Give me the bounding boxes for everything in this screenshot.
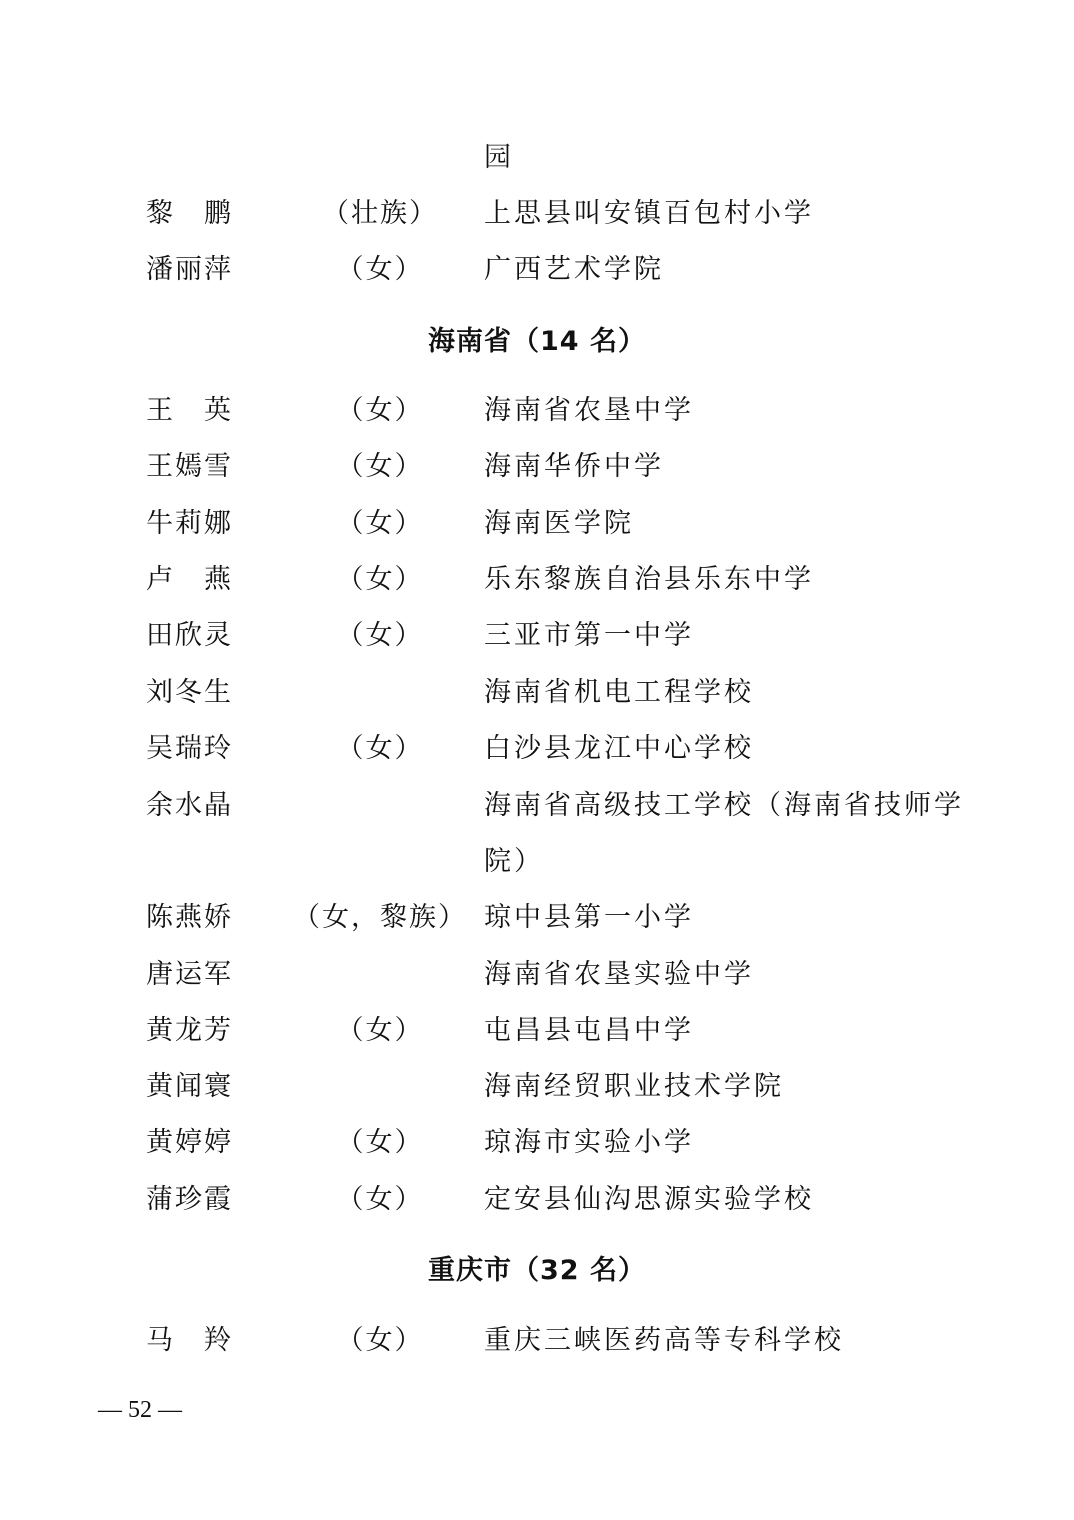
list-item	[0, 387, 1074, 435]
person-org: 海南省高级技工学校（海南省技师学	[484, 790, 964, 821]
person-name: 田欣灵	[146, 620, 233, 651]
list-item	[0, 725, 1074, 773]
person-name: 陈燕娇	[146, 902, 233, 933]
person-name: 黎 鹏	[146, 198, 233, 229]
person-org: 琼中县第一小学	[484, 902, 694, 933]
person-note: （女）	[336, 733, 424, 764]
list-item	[0, 246, 1074, 294]
list-item	[0, 782, 1074, 830]
list-item	[0, 612, 1074, 660]
person-org-continuation: 院）	[484, 846, 544, 877]
person-org: 白沙县龙江中心学校	[484, 733, 754, 764]
person-note: （壮族）	[322, 198, 438, 229]
person-name: 余水晶	[146, 790, 233, 821]
person-name: 黄闻寰	[146, 1071, 233, 1102]
list-item	[0, 1176, 1074, 1224]
list-item	[0, 443, 1074, 491]
section-heading-chongqing: 重庆市（32 名）	[428, 1255, 646, 1286]
person-org: 重庆三峡医药高等专科学校	[484, 1325, 844, 1356]
person-org: 上思县叫安镇百包村小学	[484, 198, 814, 229]
person-name: 王 英	[146, 395, 233, 426]
person-org: 海南省农垦中学	[484, 395, 694, 426]
list-item-continuation	[0, 838, 1074, 886]
person-org: 海南省农垦实验中学	[484, 959, 754, 990]
list-item	[0, 951, 1074, 999]
person-name: 刘冬生	[146, 677, 233, 708]
person-name: 王嫣雪	[146, 451, 233, 482]
person-note: （女）	[336, 508, 424, 539]
list-item	[0, 1119, 1074, 1167]
person-name: 黄龙芳	[146, 1015, 233, 1046]
person-name: 唐运军	[146, 959, 233, 990]
person-note: （女）	[336, 395, 424, 426]
person-note: （女）	[336, 254, 424, 285]
person-org: 广西艺术学院	[484, 254, 664, 285]
person-note: （女）	[336, 1184, 424, 1215]
person-name: 黄婷婷	[146, 1127, 233, 1158]
person-org: 屯昌县屯昌中学	[484, 1015, 694, 1046]
person-name: 吴瑞玲	[146, 733, 233, 764]
person-org: 乐东黎族自治县乐东中学	[484, 564, 814, 595]
person-name: 牛莉娜	[146, 508, 233, 539]
list-item	[0, 500, 1074, 548]
person-name: 卢 燕	[146, 564, 233, 595]
page-number: — 52 —	[98, 1397, 182, 1423]
person-note: （女）	[336, 1325, 424, 1356]
person-note: （女）	[336, 620, 424, 651]
person-org: 定安县仙沟思源实验学校	[484, 1184, 814, 1215]
section-heading-hainan: 海南省（14 名）	[428, 326, 646, 357]
person-org: 海南华侨中学	[484, 451, 664, 482]
person-org: 海南省机电工程学校	[484, 677, 754, 708]
person-note: （女，黎族）	[293, 902, 467, 933]
person-note: （女）	[336, 451, 424, 482]
list-item	[0, 556, 1074, 604]
person-org: 海南经贸职业技术学院	[484, 1071, 784, 1102]
continuation-line	[0, 134, 1074, 182]
person-note: （女）	[336, 1127, 424, 1158]
list-item	[0, 669, 1074, 717]
org-continuation: 园	[484, 142, 514, 173]
list-item	[0, 1007, 1074, 1055]
person-org: 三亚市第一中学	[484, 620, 694, 651]
person-org: 海南医学院	[484, 508, 634, 539]
list-item	[0, 1063, 1074, 1111]
list-item	[0, 190, 1074, 238]
person-name: 蒲珍霞	[146, 1184, 233, 1215]
list-item	[0, 894, 1074, 942]
person-note: （女）	[336, 1015, 424, 1046]
person-note: （女）	[336, 564, 424, 595]
person-org: 琼海市实验小学	[484, 1127, 694, 1158]
person-name: 马 羚	[146, 1325, 233, 1356]
person-name: 潘丽萍	[146, 254, 233, 285]
list-item	[0, 1317, 1074, 1365]
